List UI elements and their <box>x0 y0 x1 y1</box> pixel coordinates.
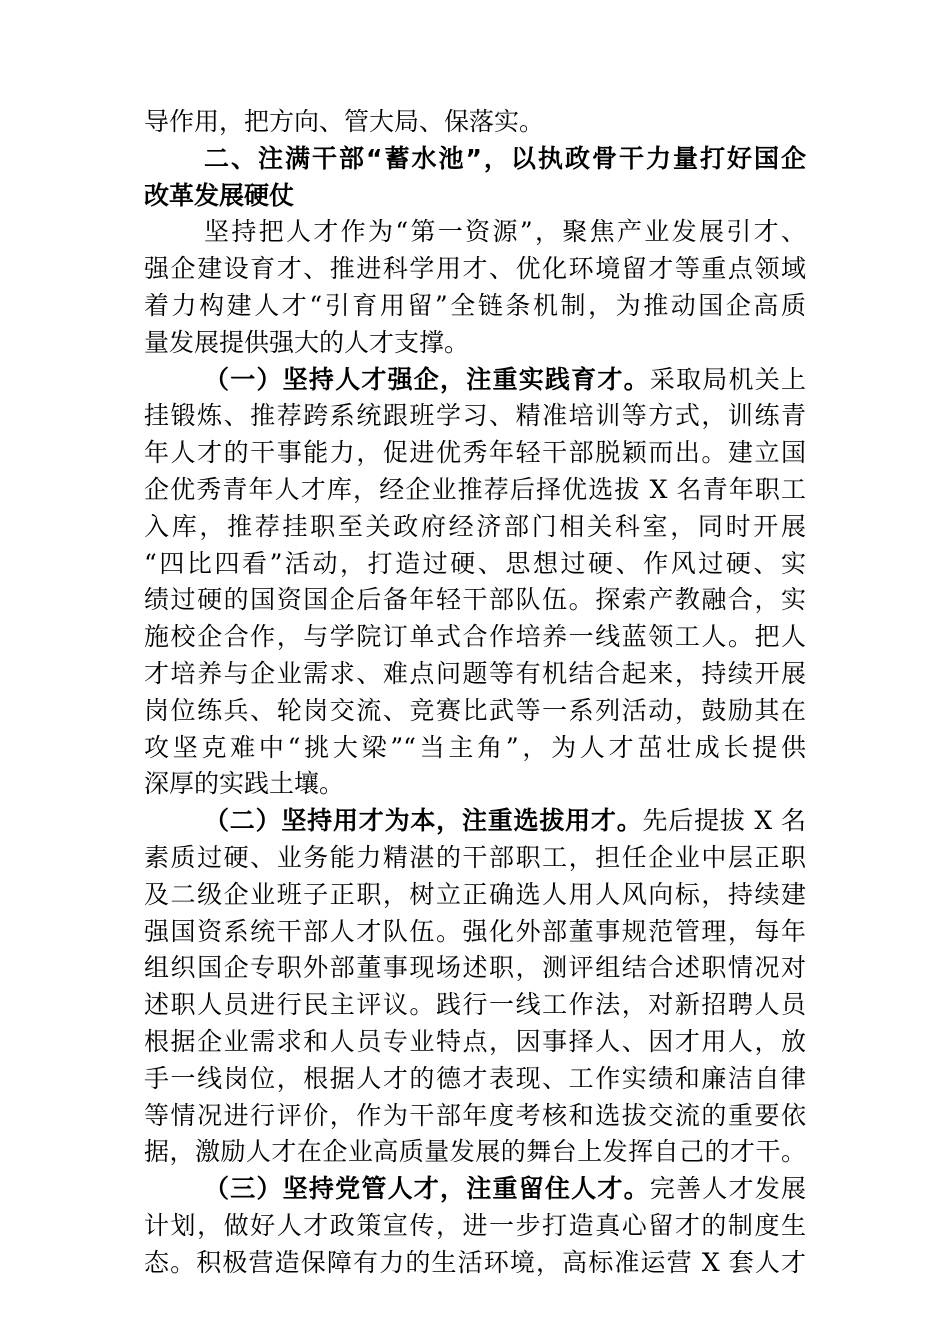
subsection-text: 先后提拔 X 名 <box>642 806 806 836</box>
subsection-first-line <box>144 362 806 399</box>
subsection-first-line <box>144 803 806 840</box>
paragraph-line: 据，激励人才在企业高质量发展的舞台上发挥自己的才干。 <box>144 1137 806 1167</box>
paragraph-line: 年人才的干事能力，促进优秀年轻干部脱颖而出。建立国 <box>144 438 806 468</box>
subsection-heading: （三）坚持党管人才，注重留住人才。 <box>204 1174 650 1204</box>
paragraph-line: 等情况进行评价，作为干部年度考核和选拔交流的重要依 <box>144 1100 806 1130</box>
paragraph-line: 岗位练兵、轮岗交流、竞赛比武等一系列活动，鼓励其在 <box>144 695 806 725</box>
paragraph-line: 深厚的实践土壤。 <box>144 769 345 799</box>
paragraph-line: 计划，做好人才政策宣传，进一步打造真心留才的制度生 <box>144 1210 806 1240</box>
paragraph-line: 量发展提供强大的人才支撑。 <box>144 327 470 357</box>
subsection-text: 完善人才发展 <box>649 1174 806 1204</box>
document-body <box>144 104 806 1282</box>
paragraph-line: 述职人员进行民主评议。践行一线工作法，对新招聘人员 <box>144 990 806 1020</box>
paragraph-line: 挂锻炼、推荐跨系统跟班学习、精准培训等方式，训练青 <box>144 401 806 431</box>
paragraph-line: 才培养与企业需求、难点问题等有机结合起来，持续开展 <box>144 658 806 688</box>
paragraph-line: 强企建设育才、推进科学用才、优化环境留才等重点领域 <box>144 254 806 284</box>
paragraph-line: 企优秀青年人才库，经企业推荐后择优选拔 X 名青年职工 <box>144 474 806 504</box>
subsection-first-line <box>144 1171 806 1208</box>
subsection-heading: （二）坚持用才为本，注重选拔用才。 <box>204 806 643 836</box>
paragraph-line: 攻坚克难中“挑大梁”“当主角”，为人才茁壮成长提供 <box>144 732 806 762</box>
paragraph-line: 绩过硬的国资国企后备年轻干部队伍。探索产教融合，实 <box>144 585 806 615</box>
section-heading-line: 改革发展硬仗 <box>144 180 295 210</box>
paragraph-line: 态。积极营造保障有力的生活环境，高标准运营 X 套人才 <box>144 1247 806 1277</box>
paragraph-line: 组织国企专职外部董事现场述职，测评组结合述职情况对 <box>144 953 806 983</box>
paragraph-line: 坚持把人才作为“第一资源”，聚焦产业发展引才、 <box>204 217 806 247</box>
section-heading-line: 二、注满干部“蓄水池”，以执政骨干力量打好国企 <box>204 143 806 173</box>
paragraph-line: 根据企业需求和人员专业特点，因事择人、因才用人，放 <box>144 1026 806 1056</box>
paragraph-line: 强国资系统干部人才队伍。强化外部董事规范管理，每年 <box>144 916 806 946</box>
subsection-heading: （一）坚持人才强企，注重实践育才。 <box>204 364 650 394</box>
paragraph-line: 导作用，把方向、管大局、保落实。 <box>144 107 545 136</box>
paragraph-line: 入库，推荐挂职至关政府经济部门相关科室，同时开展 <box>144 511 806 541</box>
paragraph-line: “四比四看”活动，打造过硬、思想过硬、作风过硬、实 <box>144 548 806 578</box>
paragraph-line: 素质过硬、业务能力精湛的干部职工，担任企业中层正职 <box>144 842 806 872</box>
paragraph-line: 手一线岗位，根据人才的德才表现、工作实绩和廉洁自律 <box>144 1063 806 1093</box>
subsection-text: 采取局机关上 <box>649 364 806 394</box>
paragraph-line: 及二级企业班子正职，树立正确选人用人风向标，持续建 <box>144 879 806 909</box>
paragraph-line: 施校企合作，与学院订单式合作培养一线蓝领工人。把人 <box>144 622 806 652</box>
paragraph-line: 着力构建人才“引育用留”全链条机制，为推动国企高质 <box>144 290 806 320</box>
